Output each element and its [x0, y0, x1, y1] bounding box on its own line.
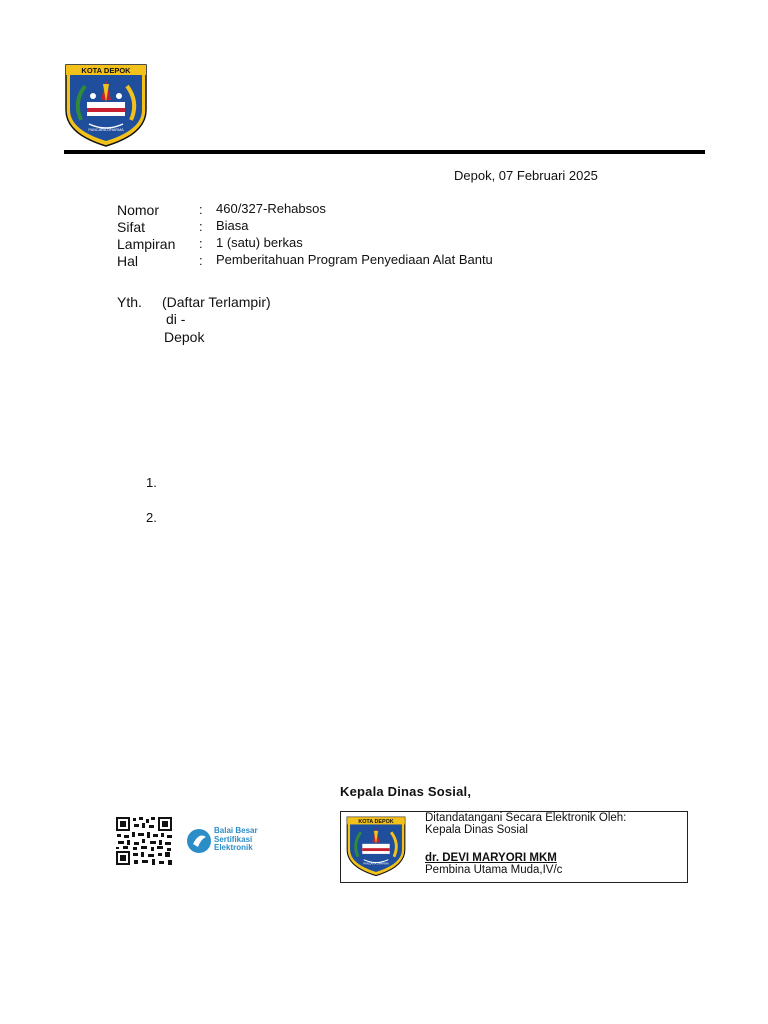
meta-value-nomor: 460/327-Rehabsos [216, 201, 326, 216]
logo-motto: PANCARA DHARMA [363, 862, 389, 866]
meta-value-lampiran: 1 (satu) berkas [216, 235, 303, 250]
header-rule [64, 150, 705, 154]
logo-text: KOTA DEPOK [358, 818, 394, 825]
kota-depok-logo-small [345, 815, 407, 877]
meta-label-lampiran: Lampiran [117, 236, 176, 252]
logo-motto: PANCARA DHARMA [88, 128, 124, 132]
meta-colon: : [199, 236, 203, 251]
list-item-number: 2. [146, 510, 157, 525]
bsre-line: Sertifikasi [214, 834, 253, 844]
signature-line-signed-by: Ditandatangani Secara Elektronik Oleh: [425, 812, 627, 824]
bsre-line: Elektronik [214, 843, 253, 852]
address-di: di - [166, 311, 186, 327]
meta-value-hal: Pemberitahuan Program Penyediaan Alat Bantu [216, 252, 493, 267]
signatory-name: dr. DEVI MARYORI MKM [425, 852, 557, 864]
signature-line-position: Kepala Dinas Sosial [425, 824, 528, 836]
meta-label-hal: Hal [117, 253, 139, 269]
meta-label-nomor: Nomor [117, 202, 160, 218]
logo-text: KOTA DEPOK [81, 66, 131, 75]
kota-depok-logo [63, 62, 149, 148]
letter-date: Depok, 07 Februari 2025 [454, 168, 598, 183]
address-prefix: Yth. [117, 294, 142, 310]
meta-value-sifat: Biasa [216, 218, 249, 233]
qr-code-icon [115, 816, 173, 866]
meta-colon: : [199, 219, 203, 234]
meta-label-sifat: Sifat [117, 219, 146, 235]
list-item-number: 1. [146, 475, 157, 490]
signature-title: Kepala Dinas Sosial, [340, 784, 472, 799]
meta-colon: : [199, 253, 203, 268]
address-recipient: (Daftar Terlampir) [162, 294, 271, 310]
address-place: Depok [164, 329, 205, 345]
meta-colon: : [199, 202, 203, 217]
signatory-rank: Pembina Utama Muda,IV/c [425, 864, 563, 876]
bsre-line: Balai Besar [214, 826, 258, 835]
bsre-label [214, 827, 258, 853]
